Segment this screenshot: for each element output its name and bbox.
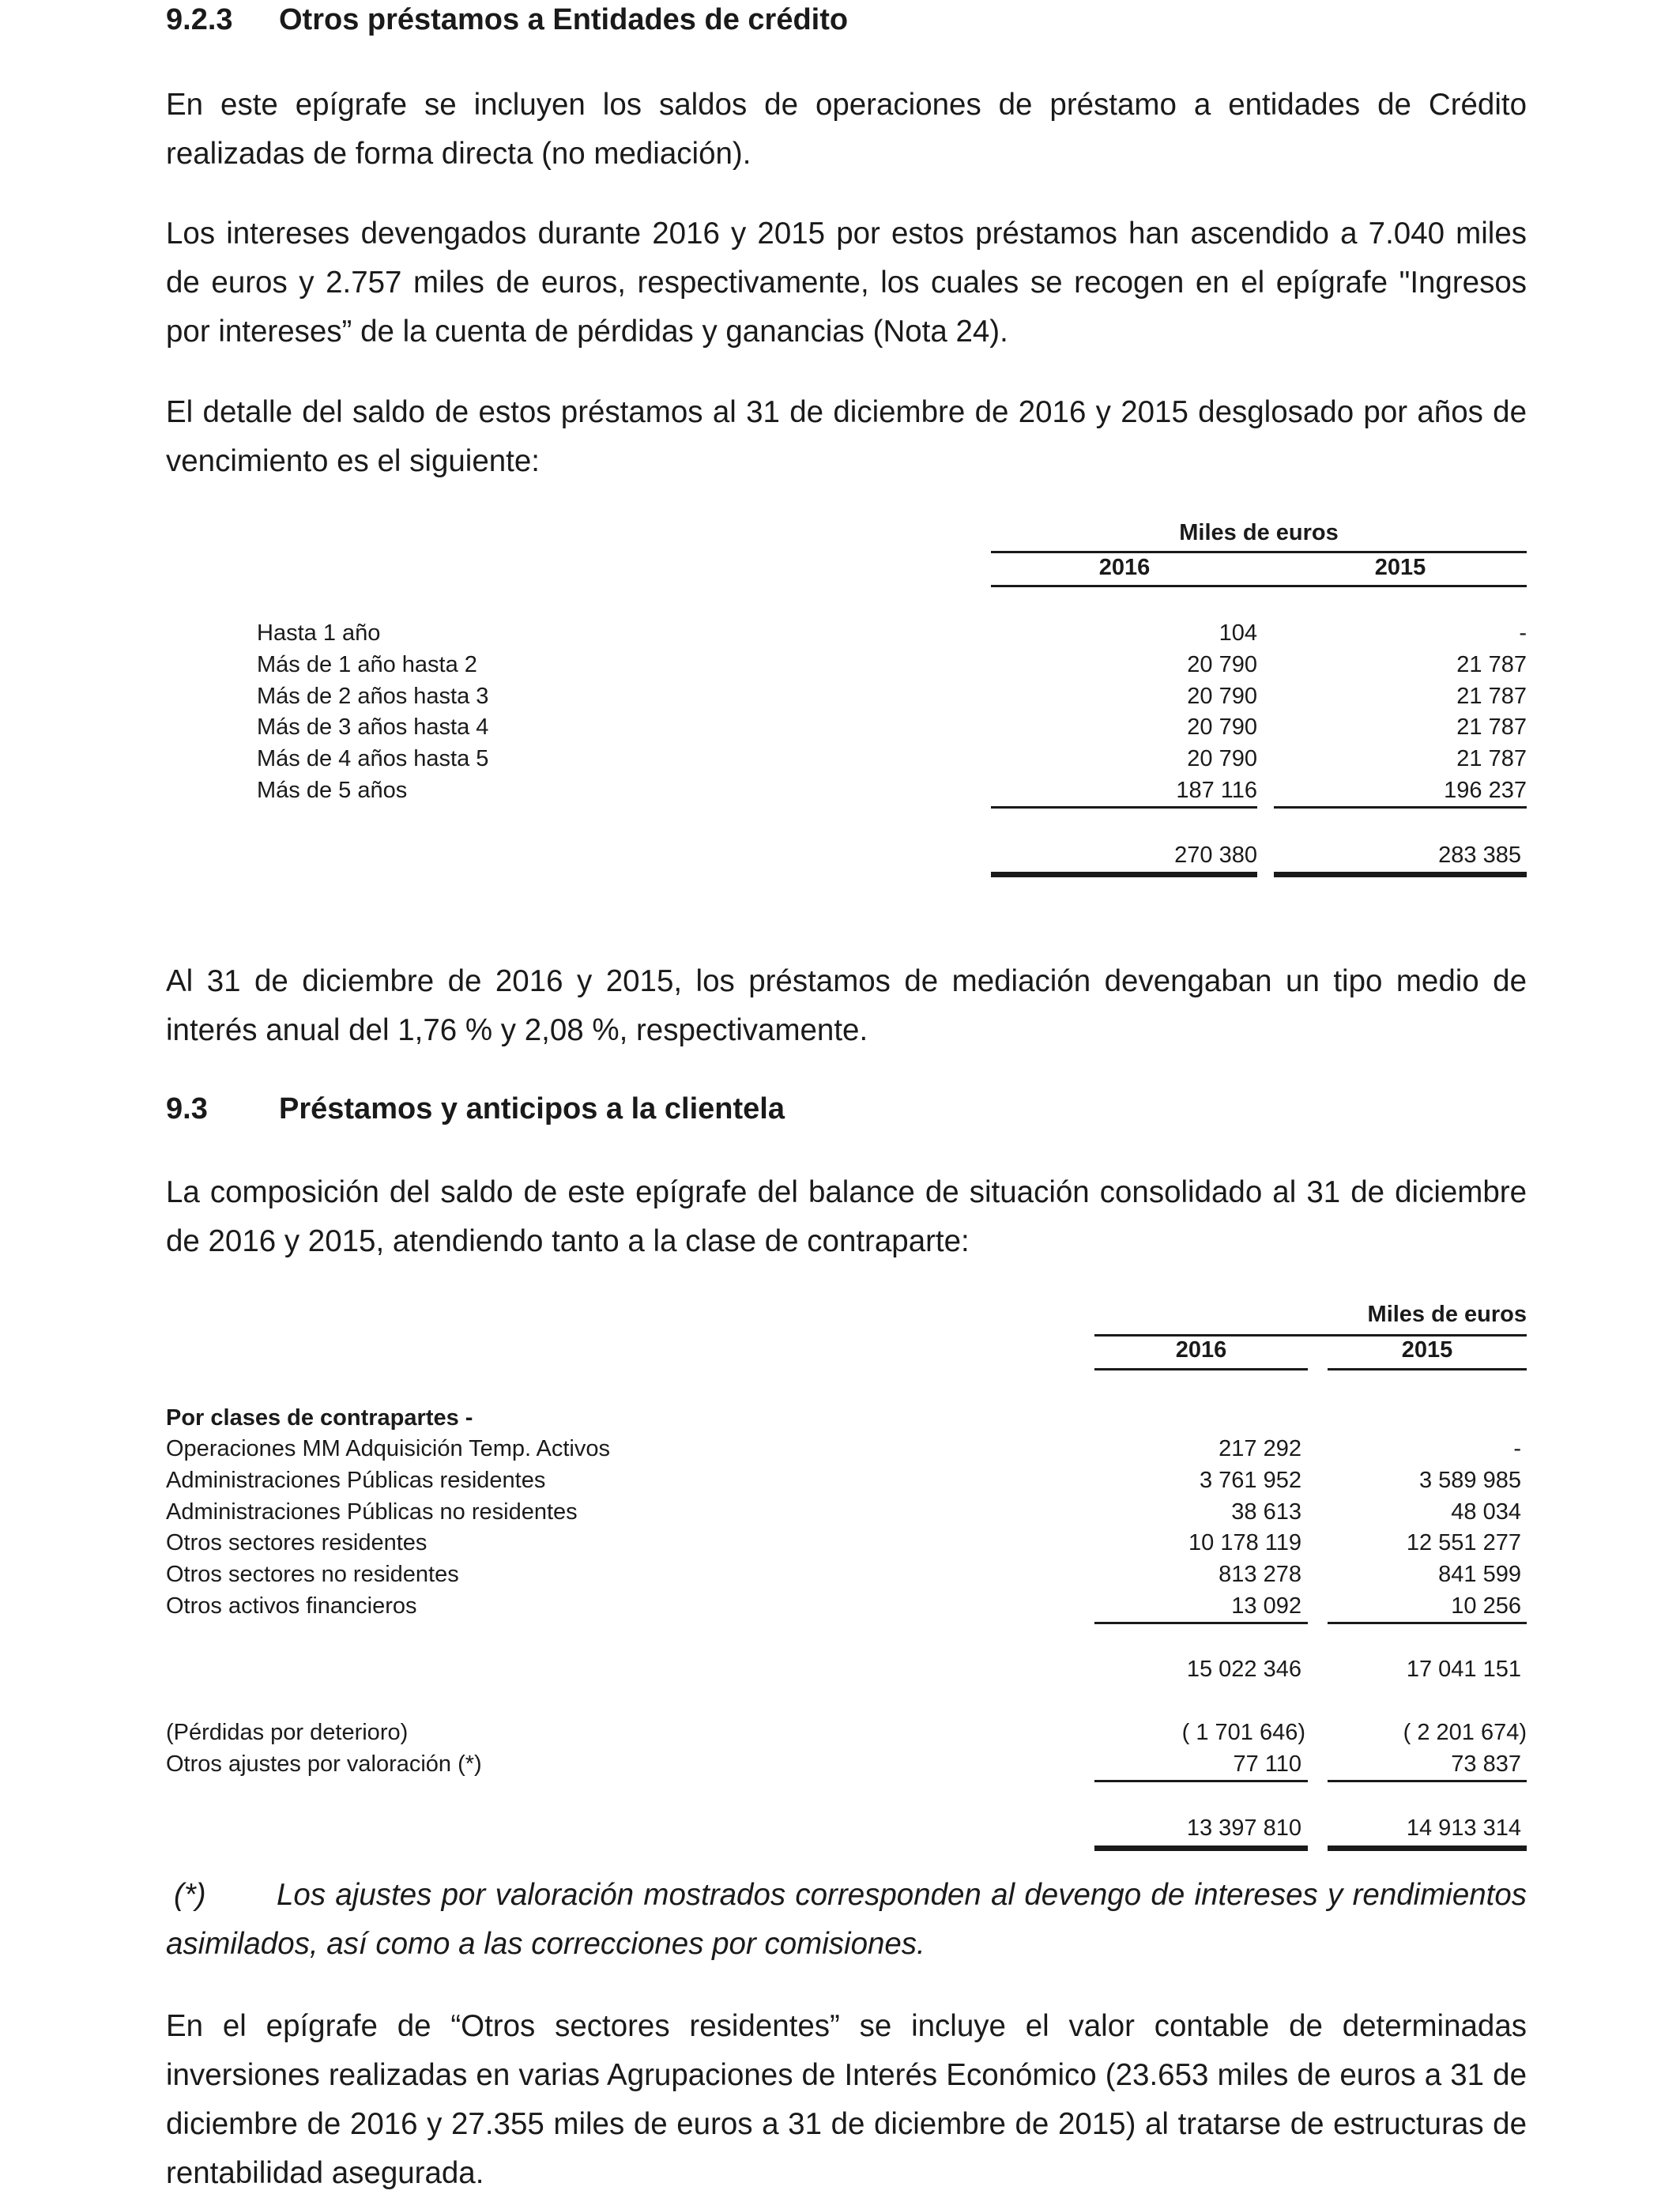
value-2016: 104 [1219,620,1257,646]
row-label: Otros sectores residentes [166,1530,428,1555]
unit-header: Miles de euros [1179,520,1339,545]
table-row [166,1527,1527,1559]
paragraph-intro: En este epígrafe se incluyen los saldos de operaciones de préstamo a entidades de Crédito realizadas de forma directa (no mediación). [166,88,1527,171]
value-2016: 813 278 [1219,1562,1301,1587]
value-2015: 48 034 [1451,1499,1521,1525]
table-row [166,743,1527,775]
table-row [166,711,1527,743]
row-label: Administraciones Públicas residentes [166,1468,546,1493]
row-label: Más de 1 año hasta 2 [257,652,477,677]
subtotal-row [166,1653,1527,1685]
value-2015: 196 237 [1444,778,1527,803]
column-header-2015: 2015 [1401,1337,1453,1363]
column-header-2016: 2016 [1175,1337,1227,1363]
value-2015: 73 837 [1451,1751,1521,1777]
table-row [166,649,1527,681]
sum-rule-2016 [1094,1622,1308,1624]
table-row [166,1433,1527,1465]
row-label: Otros ajustes por valoración (*) [166,1751,482,1777]
table-row [166,1748,1527,1780]
double-rule-2016 [991,872,1257,877]
row-label: Hasta 1 año [257,620,381,646]
value-2016: 38 613 [1231,1499,1301,1525]
value-2016: 20 790 [1187,746,1257,771]
row-label: Otros activos financieros [166,1593,417,1619]
value-2015: - [1513,1436,1521,1461]
value-2016: 10 178 119 [1188,1530,1301,1555]
subtotal-2015: 17 041 151 [1406,1657,1521,1682]
table-row [166,681,1527,712]
table-row [166,1559,1527,1590]
section-title: Préstamos y anticipos a la clientela [279,1092,785,1125]
header-rule [1094,1334,1527,1337]
section-number: 9.3 [166,1092,208,1125]
table-row [166,1496,1527,1528]
paragraph-detalle: El detalle del saldo de estos préstamos al 31 de diciembre de 2016 y 2015 desglosado por años de vencimiento es el siguiente: [166,395,1527,478]
sum-rule-2015 [1328,1780,1527,1782]
total-row [166,1812,1527,1844]
footnote-text: Los ajustes por valoración mostrados corresponden al devengo de intereses y rendimientos asimilados, así como a las correcciones por comisiones. [166,1878,1527,1961]
value-2016: 13 092 [1231,1593,1301,1619]
footnote-mark: (*) [174,1878,206,1912]
header-rule [991,585,1527,587]
value-2016: 20 790 [1187,652,1257,677]
subheading-label: Por clases de contrapartes - [166,1405,473,1431]
header-rule-2016 [1094,1368,1308,1370]
paragraph-mediacion: Al 31 de diciembre de 2016 y 2015, los préstamos de mediación devengaban un tipo medio de interés anual del 1,76 % y 2,08 %, respectivamente. [166,964,1527,1047]
value-2016: 20 790 [1187,714,1257,740]
value-2015: 21 787 [1456,714,1527,740]
paragraph-composicion: La composición del saldo de este epígrafe del balance de situación consolidado al 31 de diciembre de 2016 y 2015, atendiendo tanto a la clase de contraparte: [166,1175,1527,1258]
section-heading-9-3 [166,1092,785,1126]
value-2016: ( 1 701 646) [1181,1720,1305,1745]
section-number: 9.2.3 [166,3,233,36]
value-2015: 21 787 [1456,684,1527,709]
row-label: Más de 5 años [257,778,408,803]
value-2015: 841 599 [1438,1562,1521,1587]
value-2015: 21 787 [1456,746,1527,771]
value-2015: 21 787 [1456,652,1527,677]
row-label: Más de 4 años hasta 5 [257,746,489,771]
total-2016: 270 380 [1174,843,1257,868]
section-title: Otros préstamos a Entidades de crédito [279,3,849,36]
row-label: Más de 2 años hasta 3 [257,684,489,709]
row-label: Administraciones Públicas no residentes [166,1499,578,1525]
value-2015: 3 589 985 [1418,1468,1521,1493]
value-2015: 12 551 277 [1406,1530,1521,1555]
table-row [166,1590,1527,1622]
paragraph-intereses: Los intereses devengados durante 2016 y 2015 por estos préstamos han ascendido a 7.040 miles de euros y 2.757 miles de euros, respectivamente, los cuales se recogen en el epígrafe "Ingresos por intereses” de la cuenta de pérdidas y ganancias (Nota 24). [166,217,1527,349]
double-rule-2016 [1094,1845,1308,1851]
value-2015: ( 2 201 674) [1403,1720,1527,1745]
header-rule-2015 [1328,1368,1527,1370]
value-2015: 10 256 [1451,1593,1521,1619]
column-header-2016: 2016 [1098,555,1151,580]
column-header-2015: 2015 [1374,555,1426,580]
sum-rule-2016 [991,806,1257,809]
row-label: Más de 3 años hasta 4 [257,714,489,740]
total-row [166,839,1527,871]
table-row [166,1465,1527,1496]
double-rule-2015 [1328,1845,1527,1851]
double-rule-2015 [1274,872,1527,877]
total-2016: 13 397 810 [1186,1815,1301,1841]
row-label: Operaciones MM Adquisición Temp. Activos [166,1436,611,1461]
total-2015: 14 913 314 [1406,1815,1521,1841]
table-row [166,775,1527,806]
section-heading-9-2-3 [166,3,848,37]
table-subheading [166,1402,1527,1434]
value-2016: 20 790 [1187,684,1257,709]
header-rule [991,551,1527,553]
row-label: Otros sectores no residentes [166,1562,459,1587]
sum-rule-2015 [1328,1622,1527,1624]
footnote [166,1871,1527,1969]
value-2015: - [1519,620,1527,646]
row-label: (Pérdidas por deterioro) [166,1720,409,1745]
value-2016: 187 116 [1176,778,1257,803]
value-2016: 77 110 [1233,1751,1301,1777]
value-2016: 217 292 [1219,1436,1301,1461]
sum-rule-2015 [1274,806,1527,809]
total-2015: 283 385 [1438,843,1521,868]
unit-header: Miles de euros [1367,1302,1527,1327]
value-2016: 3 761 952 [1199,1468,1301,1493]
table-row [166,1717,1527,1748]
paragraph-otros-sectores: En el epígrafe de “Otros sectores residentes” se incluye el valor contable de determinadas inversiones realizadas en varias Agrupaciones de Interés Económico (23.653 miles de euros a 31 de diciembre de 2016 y 27.355 miles de euros a 31 de diciembre de 2015) al tratarse de estructuras de rentabilidad asegurada. [166,2009,1527,2190]
table-row [166,617,1527,649]
subtotal-2016: 15 022 346 [1186,1657,1301,1682]
sum-rule-2016 [1094,1780,1308,1782]
